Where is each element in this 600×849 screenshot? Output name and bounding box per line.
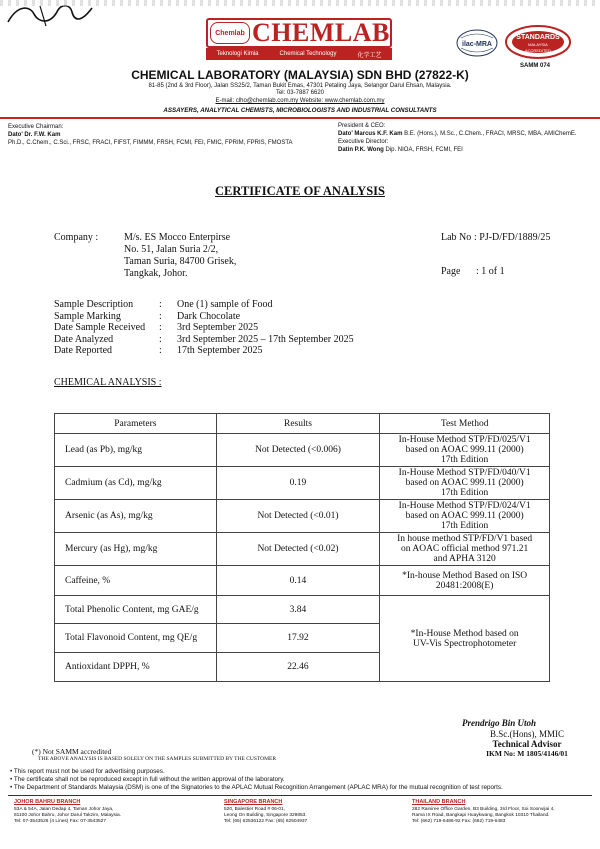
method-cell xyxy=(380,434,550,467)
company-address: 81-85 (2nd & 3rd Floor), Jalan SS25/2, Taman Bukit Emas, 47301 Petaling Jaya, Selangor Darul Ehsan, Malaysia. xyxy=(148,83,452,89)
result-cell: Not Detected (<0.006) xyxy=(216,434,380,467)
branch-line: 520, Balestier Road # 06-01, xyxy=(224,807,286,812)
method-line: 17th Edition xyxy=(441,521,489,531)
date-reported: 17th September 2025 xyxy=(177,345,263,356)
table-row xyxy=(55,434,550,467)
sample-labels xyxy=(54,299,145,357)
param-cell: Lead (as Pb), mg/kg xyxy=(55,434,217,467)
president-block xyxy=(338,122,577,154)
customer-line: Taman Suria, 84700 Grisek, xyxy=(124,256,237,267)
logo-band-item: Chemical Technology xyxy=(279,51,337,57)
method-cell xyxy=(380,533,550,566)
signatory-qualification: B.Sc.(Hons), MMIC xyxy=(489,729,564,739)
method-line: 20481:2008(E) xyxy=(435,580,494,591)
result-cell: 3.84 xyxy=(216,596,380,624)
standards-accredited: ACCREDITED xyxy=(524,48,552,53)
param-cell: Antioxidant DPPH, % xyxy=(55,653,217,682)
president-name: Dato' Marcus K.F. Kam xyxy=(338,131,403,137)
tagline: ASSAYERS, ANALYTICAL CHEMISTS, MICROBIOLOGISTS AND INDUSTRIAL CONSULTANTS xyxy=(163,107,437,114)
sample-values xyxy=(177,299,354,357)
table-row xyxy=(55,596,550,624)
certificate-title: CERTIFICATE OF ANALYSIS xyxy=(215,184,385,198)
param-cell: Mercury (as Hg), mg/kg xyxy=(55,533,217,566)
branch-line: Rama IX Road, Bangkapi Huaykwang, Bangkok 10310 Thailand. xyxy=(412,813,550,818)
param-cell: Caffeine, % xyxy=(55,566,217,596)
branch-line: Tel: 07-3543526 (4 Lines) Fax: 07-3543527 xyxy=(14,819,107,824)
ilac-label: ilac-MRA xyxy=(462,41,492,48)
footnote-list xyxy=(10,768,503,792)
president-quals: B.E. (Hons.), M.Sc., C.Chem., FRACI, MRSC, MBA, AMIChemE. xyxy=(404,131,577,137)
branch-singapore xyxy=(224,799,307,825)
signatory-ikm: IKM No: M 1805/4146/01 xyxy=(486,749,568,758)
sample-field-label: Sample Description xyxy=(54,299,134,310)
method-line: 17th Edition xyxy=(441,488,489,498)
method-line: In-House Method STP/FD/025/V1 xyxy=(398,435,531,445)
method-line: *In-House Method based on xyxy=(410,628,519,639)
president-title: President & CEO: xyxy=(338,123,386,129)
logo-text: CHEMLAB xyxy=(252,18,390,47)
customer-address xyxy=(124,232,236,280)
branch-line: Tel: (662) 719-6486-92 Fax: (662) 719-6483 xyxy=(412,819,506,824)
method-line: In-House Method STP/FD/040/V1 xyxy=(398,468,531,478)
branch-line: 81100 Johor Bahru, Johor Darul Takzim, Malaysia. xyxy=(14,813,122,818)
colon: : xyxy=(159,345,162,356)
director-name: Datin P.K. Wong xyxy=(338,147,384,153)
logo-band-item: 化学工艺 xyxy=(357,52,382,59)
header-test-method: Test Method xyxy=(380,414,550,434)
sample-field-label: Sample Marking xyxy=(54,310,121,322)
method-line: UV-Vis Spectrophotometer xyxy=(412,638,517,649)
branch-johor xyxy=(14,799,121,825)
branch-line: 53A & 54A, Jalan Dedap 4, Taman Johor Jaya, xyxy=(14,807,114,812)
page-value: : 1 of 1 xyxy=(476,266,505,277)
branch-name: SINGAPORE BRANCH xyxy=(224,799,283,805)
method-line: In-House Method STP/FD/024/V1 xyxy=(398,501,531,511)
method-cell xyxy=(380,566,550,596)
company-tel: Tel: 03-7887 6620 xyxy=(275,90,325,96)
lab-no-value: : PJ-D/FD/1889/25 xyxy=(474,232,551,243)
method-line: and APHA 3120 xyxy=(433,554,496,564)
result-cell: 0.19 xyxy=(216,467,380,500)
top-border xyxy=(0,0,600,6)
table-row xyxy=(55,500,550,533)
method-line: In house method STP/FD/V1 based xyxy=(397,534,533,544)
result-cell: 17.92 xyxy=(216,624,380,653)
branch-line: Leong On Building, Singapore 329853. xyxy=(224,813,307,818)
chemlab-mini-logo: Chemlab xyxy=(210,22,250,44)
not-samm-note: (*) Not SAMM accredited xyxy=(32,747,112,756)
table-row xyxy=(55,566,550,596)
footnote-item: • This report must not be used for advertising purposes. xyxy=(10,768,165,775)
branch-thailand xyxy=(412,799,555,825)
logo-band xyxy=(206,48,392,60)
branch-name: THAILAND BRANCH xyxy=(412,799,466,805)
param-cell: Cadmium (as Cd), mg/kg xyxy=(55,467,217,500)
header-parameters: Parameters xyxy=(55,414,217,434)
table-row xyxy=(55,467,550,500)
branch-line: 282 Rainiree Office Garden, B3 Building, 3rd Floor, Soi Soonvijai 4, xyxy=(412,807,555,812)
ilac-mra-logo xyxy=(455,28,499,58)
method-line: 17th Edition xyxy=(441,455,489,465)
branch-line: Tel: (65) 62536122 Fax: (65) 62504937 xyxy=(224,819,308,824)
colon: : xyxy=(159,322,162,333)
sample-field-label: Date Sample Received xyxy=(54,322,146,333)
result-cell: Not Detected (<0.02) xyxy=(216,533,380,566)
sample-marking: Dark Chocolate xyxy=(177,310,241,322)
company-name: CHEMICAL LABORATORY (MALAYSIA) SDN BHD (27822-K) xyxy=(131,68,469,82)
chairman-name: Dato' Dr. F.W. Kam xyxy=(8,132,61,138)
customer-line: No. 51, Jalan Suria 2/2, xyxy=(124,244,219,255)
method-line: on AOAC official method 971.21 xyxy=(401,544,529,554)
chemical-analysis-heading: CHEMICAL ANALYSIS : xyxy=(54,377,162,388)
director-quals: Dip. NIOA, FRSH, FCMI, FEI xyxy=(385,147,463,153)
basis-note: THE ABOVE ANALYSIS IS BASED SOLELY ON THE SAMPLES SUBMITTED BY THE CUSTOMER xyxy=(38,756,277,762)
method-cell xyxy=(380,467,550,500)
colon: : xyxy=(159,299,162,310)
method-cell-merged xyxy=(380,596,550,682)
signatory-block xyxy=(462,729,592,759)
signatory-role: Technical Advisor xyxy=(492,739,562,749)
date-analyzed: 3rd September 2025 – 17th September 2025 xyxy=(177,333,354,345)
logo-band-item: Teknologi Kimia xyxy=(216,51,259,57)
result-cell: Not Detected (<0.01) xyxy=(216,500,380,533)
chairman-block xyxy=(8,123,293,147)
chairman-title: Executive Chairman: xyxy=(8,124,64,130)
chairman-quals: Ph.D., C.Chem., C.Sci., FRSC, FRACI, FIFST, FIMMM, FRSH, FCMI, FEI, FMIC, FPRIM, FPRIS, FMOSTA xyxy=(8,140,293,146)
standards-sub: MALAYSIA xyxy=(528,42,548,47)
colon: : xyxy=(159,310,162,322)
standards-malaysia-logo xyxy=(504,24,572,60)
results-table xyxy=(54,413,550,682)
customer-line: M/s. ES Mocco Enterpirse xyxy=(124,232,231,243)
colon: : xyxy=(159,333,162,345)
branch-name: JOHOR BAHRU BRANCH xyxy=(14,799,81,805)
signatory-name: Prendrigo Bin Utoh xyxy=(462,718,537,728)
footer-divider xyxy=(8,795,592,796)
result-cell: 22.46 xyxy=(216,653,380,682)
sample-description: One (1) sample of Food xyxy=(177,299,273,310)
param-cell: Arsenic (as As), mg/kg xyxy=(55,500,217,533)
footnote-item: • The Department of Standards Malaysia (DSM) is one of the Signatories to the APLAC Mutual Recognition Arrangement (APLAC MRA) for the mutual recognition of test reports. xyxy=(10,784,503,791)
method-line: based on AOAC 999.11 (2000) xyxy=(405,511,524,521)
method-cell xyxy=(380,500,550,533)
param-cell: Total Phenolic Content, mg GAE/g xyxy=(55,596,217,624)
table-row xyxy=(55,533,550,566)
company-email-web[interactable]: E-mail: clho@chemlab.com.my Website: www.chemlab.com.my xyxy=(215,98,385,104)
header-divider xyxy=(0,117,600,119)
lab-no-label: Lab No xyxy=(441,232,472,243)
method-line: based on AOAC 999.11 (2000) xyxy=(405,478,524,488)
sample-field-label: Date Reported xyxy=(54,345,113,356)
method-line: *In-house Method Based on ISO xyxy=(402,570,528,581)
customer-line: Tangkak, Johor. xyxy=(124,268,188,279)
page-label: Page xyxy=(441,266,461,277)
date-received: 3rd September 2025 xyxy=(177,322,259,333)
method-line: based on AOAC 999.11 (2000) xyxy=(405,445,524,455)
footnote-item: • The certificate shall not be reproduced except in full without the written approval of the laboratory. xyxy=(10,776,285,783)
company-label: Company : xyxy=(54,232,99,243)
samm-number: SAMM 074 xyxy=(520,63,551,69)
sample-colons xyxy=(159,299,162,357)
param-cell: Total Flavonoid Content, mg QE/g xyxy=(55,624,217,653)
header-results: Results xyxy=(216,414,380,434)
table-header-row xyxy=(55,414,550,434)
sample-field-label: Date Analyzed xyxy=(54,333,114,345)
result-cell: 0.14 xyxy=(216,566,380,596)
standards-label: STANDARDS xyxy=(516,34,560,41)
director-title: Executive Director: xyxy=(338,139,389,145)
